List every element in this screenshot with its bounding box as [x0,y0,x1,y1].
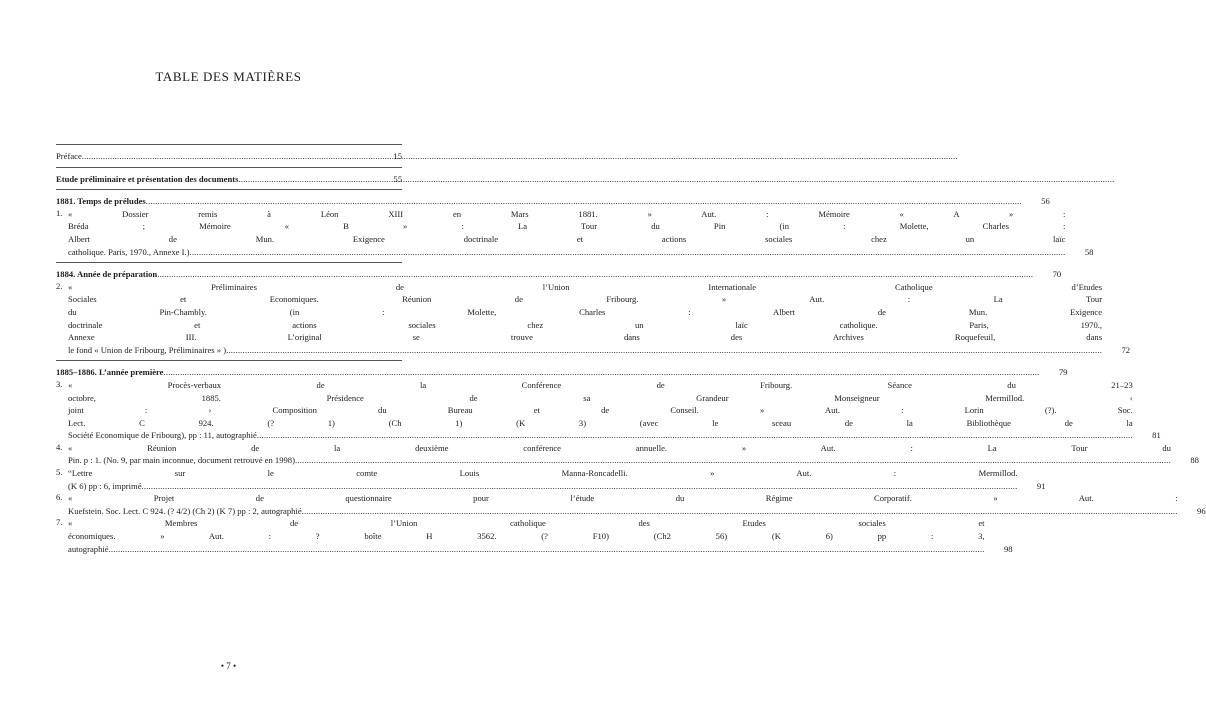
toc-entry-preface [56,150,402,163]
entry-label: Préface [56,151,82,161]
entry-line: Pin. p : 1. (No. 9, par main inconnue, document retrouvé en 1998) [68,455,295,466]
page-number: 96 [1197,505,1206,516]
page-number: 98 [1003,543,1013,554]
entry-line: du Pin-Chambly. (in : Molette, Charles : Albert de Mun. Exigence [68,306,1103,317]
page-number: 15 [393,151,402,161]
page-number: 55 [393,173,402,184]
divider [56,167,402,168]
entry-last-line [68,505,1206,518]
divider [56,189,402,190]
dot-leader [109,543,985,556]
section-label: 1885–1886. L’année première [56,367,164,378]
page-footer-number: • 7 • [220,661,237,671]
divider [56,262,402,263]
entry-line: Bréda ; Mémoire « B » : La Tour du Pin (in : Molette, Charles : [68,221,1066,232]
dot-leader [157,268,1033,281]
entry-line: octobre, 1885. Présidence de sa Grandeur Monseigneur Mermillod. ‹ [68,392,1133,403]
page-number: 56 [1041,196,1050,207]
entry-last-line [68,543,1013,556]
dot-leader [164,366,1040,379]
entry-line: le fond « Union de Fribourg, Préliminaires » ) [68,344,227,355]
entry-line: Albert de Mun. Exigence doctrinale et actions sociales chez un laïc [68,233,1066,244]
page-number: 81 [1152,430,1161,441]
dot-leader [257,429,1133,442]
toc-entry-4 [56,441,1199,467]
dot-leader [226,344,1102,357]
entry-line: « Préliminaires de l’Union Internationale Catholique d’Etudes [68,281,1103,292]
entry-line: autographié [68,543,109,554]
dot-leader [142,480,1018,493]
table-of-contents [56,140,1206,555]
entry-number: 6. [56,492,63,503]
toc-entry-3 [56,378,1161,442]
dot-leader [189,246,1065,259]
entry-line: Sociales et Economiques. Réunion de Fribourg. » Aut. : La Tour [68,294,1103,305]
toc-entry-6 [56,492,1206,517]
dot-leader [295,454,1171,467]
entry-line: « Dossier remis à Léon XIII en Mars 1881. » Aut. : Mémoire « A » : [68,208,1066,219]
entry-line: « Projet de questionnaire pour l’étude du Régime Corporatif. » Aut. : [68,493,1178,504]
entry-line: (K 6) pp : 6, imprimé [68,480,142,491]
section-1884 [56,268,1062,281]
page-number: 58 [1084,246,1094,257]
entry-last-line [68,429,1161,442]
page-number: 79 [1058,367,1068,378]
entry-line: Kuefstein. Soc. Lect. C 924. (? 4/2) (Ch 2) (K 7) pp : 2, autographié [68,505,302,516]
entry-line: « Procès-verbaux de la Conférence de Fribourg. Séance du 21–23 [68,379,1133,390]
entry-line: « Membres de l’Union catholique des Etudes sociales et [68,518,985,529]
entry-last-line [68,246,1093,259]
toc-entry-7 [56,517,1013,555]
entry-number: 2. [56,280,63,291]
entry-line: Société Economique de Fribourg), pp : 11, autographié [68,430,257,441]
dot-leader [82,150,374,163]
divider [56,360,402,361]
entry-last-line [68,480,1045,493]
page-number: 91 [1036,480,1046,491]
toc-entry-5 [56,467,1046,492]
entry-number: 5. [56,467,63,478]
entry-number: 7. [56,517,63,528]
entry-line: Annexe III. L’original se trouve dans des Archives Roquefeuil, dans [68,332,1103,343]
dot-leader [146,195,1022,208]
section-1885 [56,366,1068,379]
entry-line: catholique. Paris, 1970., Annexe I.) [68,246,190,257]
entry-line: « Réunion de la deuxième conférence annuelle. » Aut. : La Tour du [68,442,1171,453]
entry-line: joint : › Composition du Bureau et de Conseil. » Aut. : Lorin (?). Soc. [68,405,1133,416]
entry-line: “Lettre sur le comte Louis Manna-Roncadelli. » Aut. : Mermillod. [68,468,1018,479]
entry-label: Etude préliminaire et présentation des documents [56,173,239,184]
toc-entry-2 [56,280,1131,357]
entry-last-line [68,344,1130,357]
toc-entry-etude [56,173,402,186]
entry-line: économiques. » Aut. : ? boîte H 3562. (? F10) (Ch2 56) (K 6) pp : 3, [68,531,985,542]
entry-line: doctrinale et actions sociales chez un laïc catholique. Paris, 1970., [68,319,1103,330]
page-number: 72 [1121,344,1131,355]
section-label: 1881. Temps de préludes [56,196,146,207]
entry-number: 4. [56,441,63,452]
entry-number: 1. [56,207,63,218]
entry-number: 3. [56,378,63,389]
page-title: TABLE DES MATIÈRES [155,69,302,84]
toc-entry-1 [56,207,1094,258]
entry-line: Lect. C 924. (? 1) (Ch 1) (K 3) (avec le sceau de la Bibliothèque de la [68,417,1133,428]
divider [56,144,402,145]
page-number: 88 [1190,455,1199,466]
dot-leader [302,505,1178,518]
page-number: 70 [1052,269,1062,280]
section-1881 [56,195,1050,208]
entry-last-line [68,454,1199,467]
section-label: 1884. Année de préparation [56,269,158,280]
dot-leader [238,173,374,186]
